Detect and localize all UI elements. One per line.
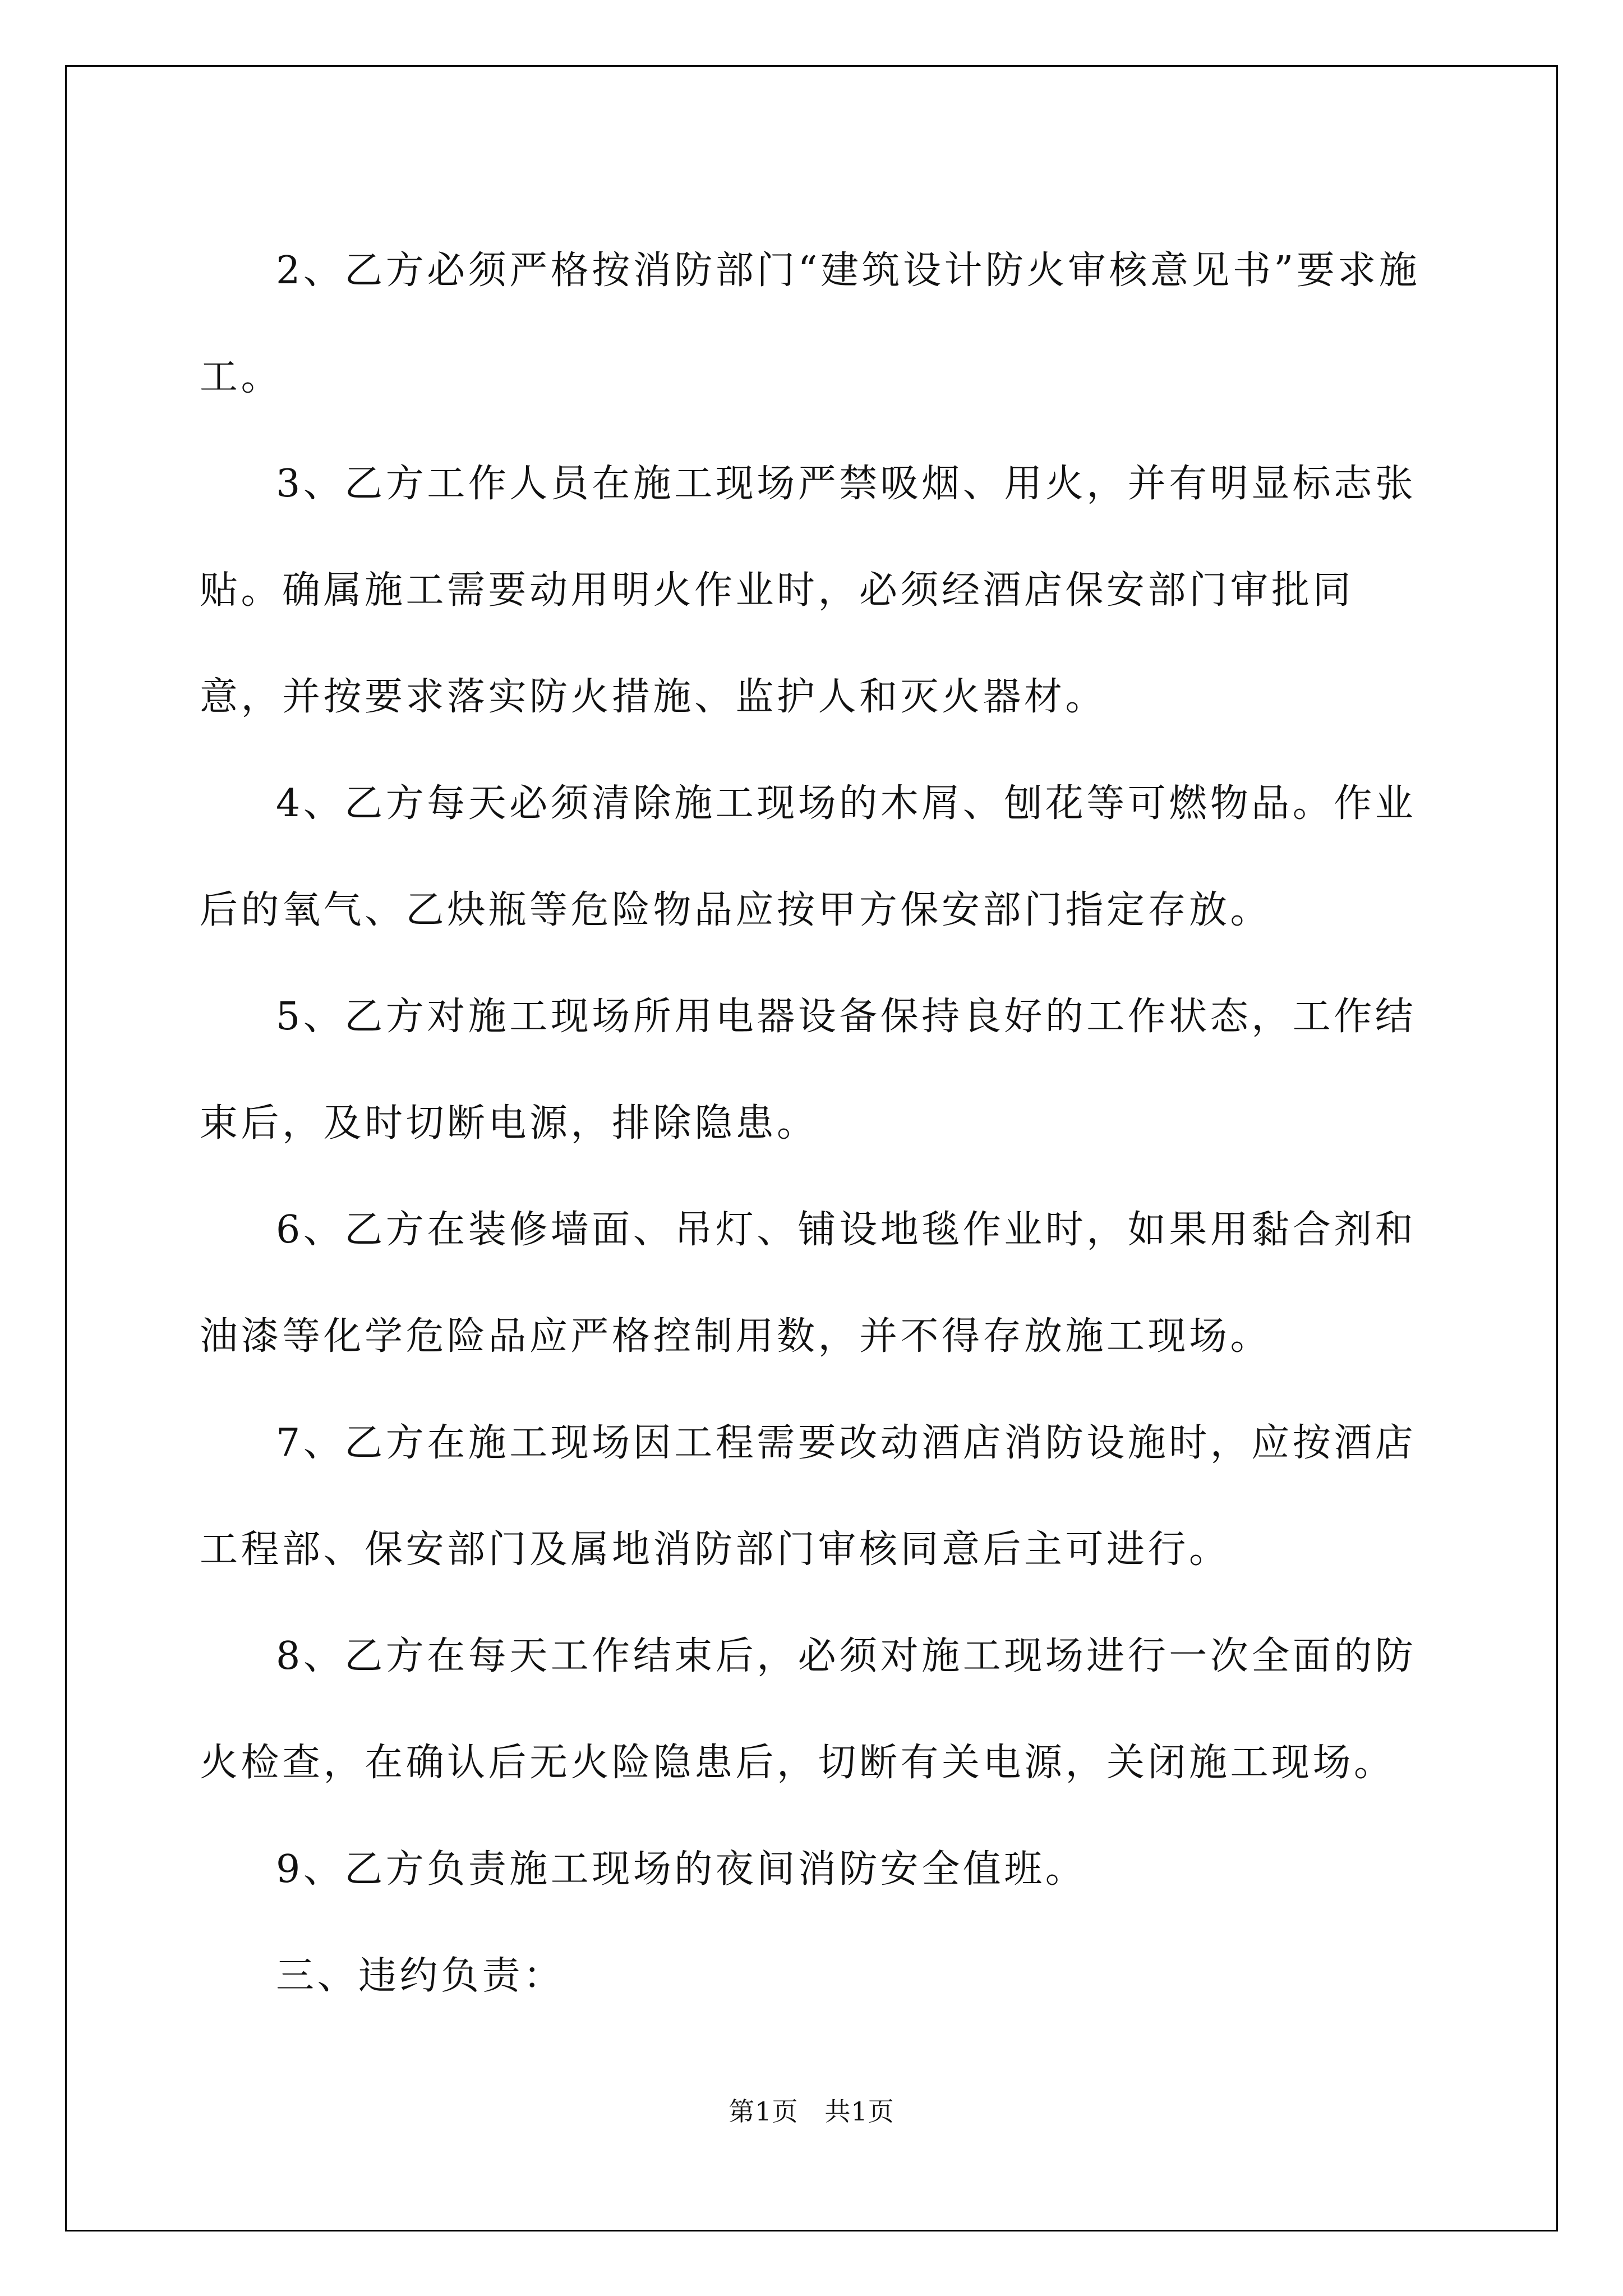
paragraph-clause-8: 8、乙方在每天工作结束后，必须对施工现场进行一次全面的防火检查，在确认后无火险隐患后，切断有关电源，关闭施工现场。 <box>200 1634 1417 1785</box>
paragraph-clause-6: 6、乙方在装修墙面、吊灯、铺设地毯作业时，如果用黏合剂和油漆等化学危险品应严格控制用数，并不得存放施工现场。 <box>200 1208 1417 1359</box>
page-number-footer: 第1页 共1页 <box>728 2096 895 2127</box>
paragraph-clause-9: 9、乙方负责施工现场的夜间消防安全值班。 <box>276 1847 1087 1892</box>
paragraph-clause-4: 4、乙方每天必须清除施工现场的木屑、刨花等可燃物品。作业后的氧气、乙炔瓶等危险物品应按甲方保安部门指定存放。 <box>200 781 1417 932</box>
paragraph-clause-7: 7、乙方在施工现场因工程需要改动酒店消防设施时，应按酒店工程部、保安部门及属地消防部门审核同意后主可进行。 <box>200 1421 1417 1572</box>
paragraph-clause-2: 2、乙方必须严格按消防部门“建筑设计防火审核意见书”要求施工。 <box>200 249 1421 399</box>
paragraph-clause-3: 3、乙方工作人员在施工现场严禁吸烟、用火，并有明显标志张贴。确属施工需要动用明火作业时，必须经酒店保安部门审批同意，并按要求落实防火措施、监护人和灭火器材。 <box>200 462 1417 719</box>
document-body <box>200 218 1428 2030</box>
paragraph-clause-5: 5、乙方对施工现场所用电器设备保持良好的工作状态，工作结束后，及时切断电源，排除隐患。 <box>200 995 1417 1145</box>
section-heading-breach: 三、违约负责： <box>276 1954 565 1998</box>
